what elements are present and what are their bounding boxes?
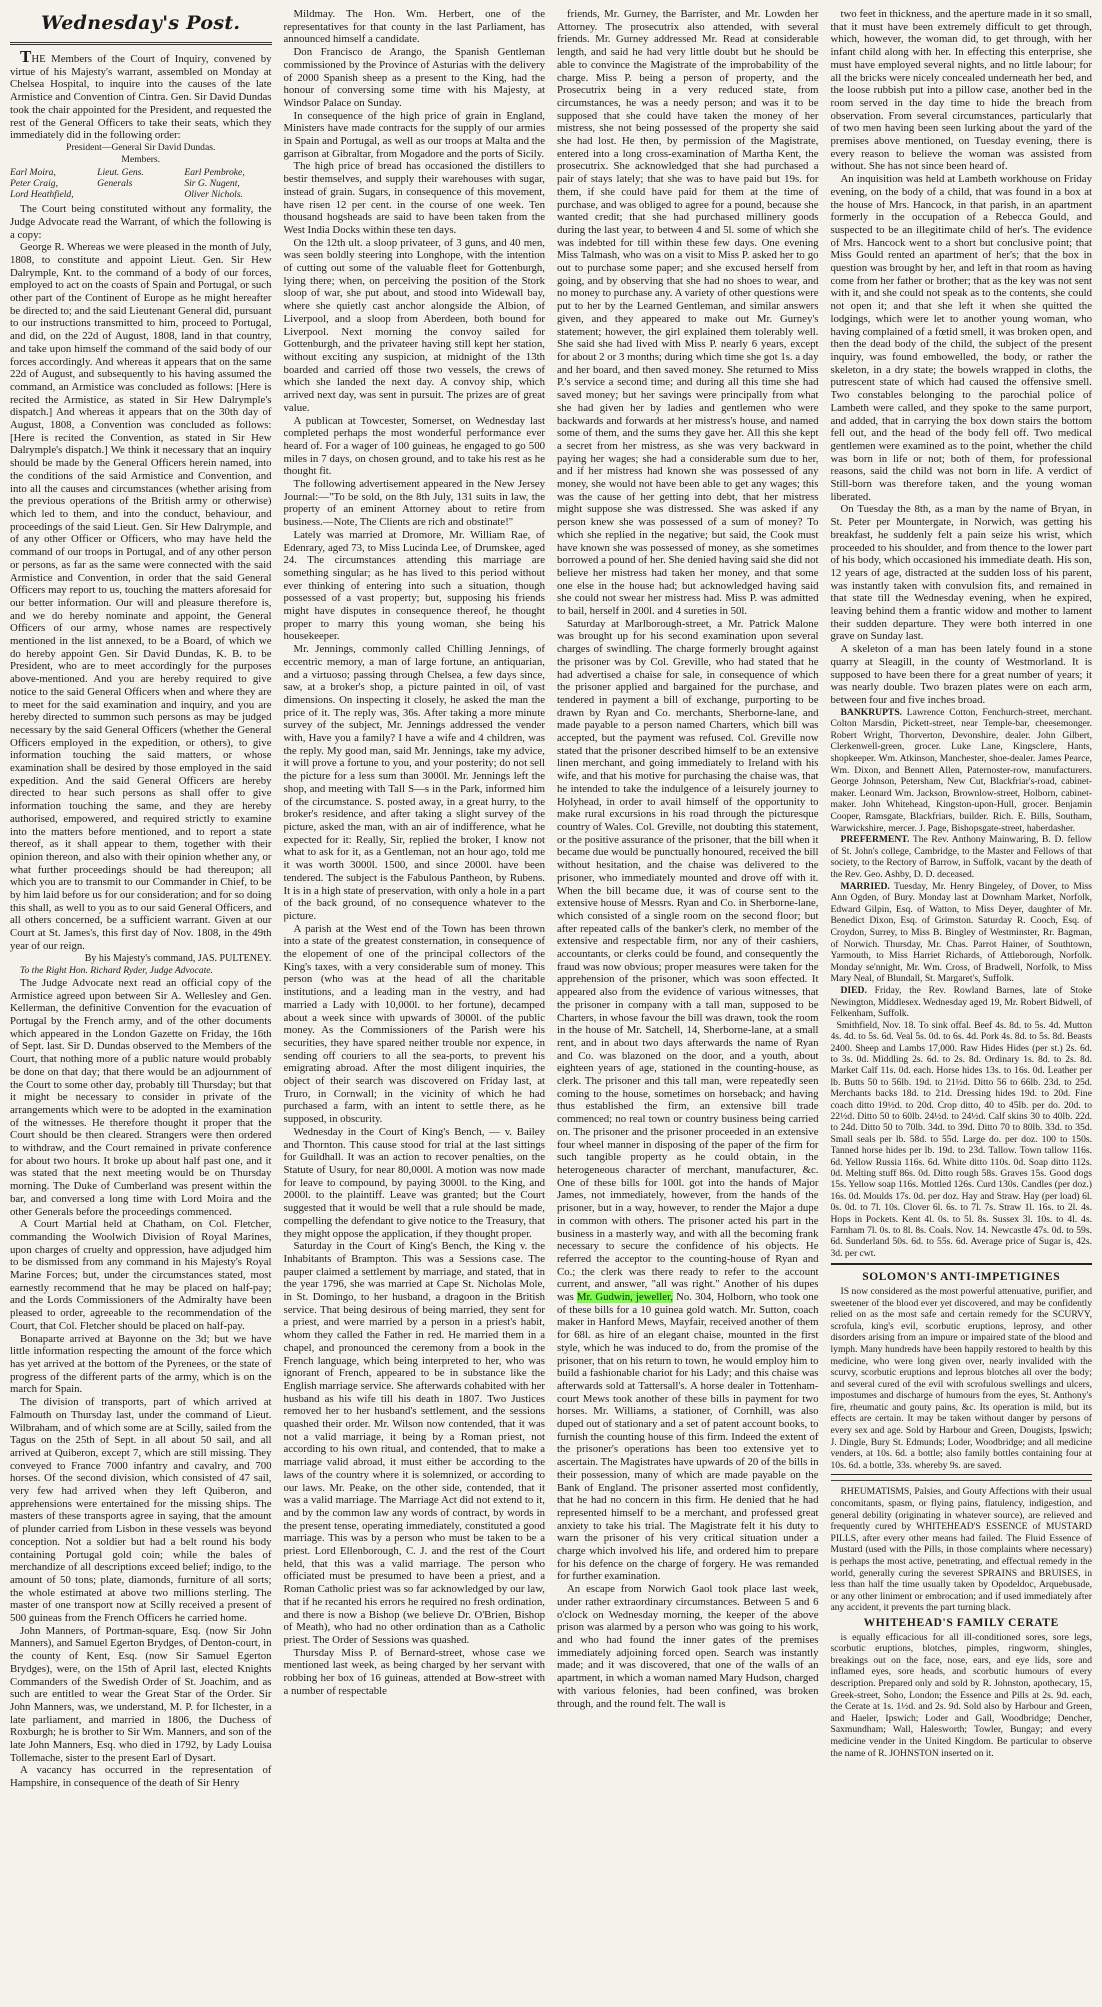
married-text: Tuesday, Mr. Henry Bingeley, of Dover, to Miss Ann Ogden, of Bury. Monday last at Downham Market, Norfolk, Edward Gilpin, Esq. of Watton, to Miss Deyer, daughter of Mr. Benedict Dixon, Esq. of Grimston. Saturday R. Cooch, Esq. of Croydon, Surrey, to Miss B. Bingley of Westminster, Rr. Bagman, of Norwich. Thursday, Mr. Chas. Parrot Hainer, of Southtown, Yarmouth, to Miss Harriet Richards, of Attleborough, Norfolk. Monday se'nnight, Mr. Wm. Cross, of Bradwell, Norfolk, to Miss Mary Neal, of Blundall, St. Margaret's, Suffolk. xyxy=(830,880,1092,985)
preferment-heading: PREFERMENT. xyxy=(840,834,910,846)
masthead-rule xyxy=(10,42,272,45)
advert-rheumatisms: RHEUMATISMS, Palsies, and Gouty Affections with their usual concomitants, spasm, or flying pains, flatulency, indigestion, and general debility (originating in whatever source), are relieved and frequently cured by WHITEHEAD'S ESSENCE of MUSTARD PILLS, after every other means had failed. The Fluid Essence of Mustard (used with the Pills, in those complaints where necessary) is perhaps the most active, penetrating, and effectual remedy in the world, generally curing the severest SPRAINS and BRUISES, in less than half the time usually taken by Opodeldoc, Arquebusade, or any other liniment or embrocation; and if used immediately after any accident, it prevents the part turning black. xyxy=(830,1486,1092,1614)
died-heading: DIED. xyxy=(840,984,867,996)
article-kings-bench: Wednesday in the Court of King's Bench, — v. Bailey and Thornton. This cause stood for trial at the last sittings for Guildhall. It was an action to recover penalties, on the Statute of Usury, for near 80,000l. A motion was now made for leave to compound, by paying 3000l. to the King, and 2000l. to the plaintiff. Leave was granted; but the Court suggested that it would be well that a rule should be made, compelling the defendant to give notice to the Treasury, that they might oppose the application, if they thought proper. xyxy=(283,1125,545,1240)
article-paragraph: The Judge Advocate next read an official copy of the Armistice agreed upon between Sir A. Wellesley and Gen. Kellerman, the definitive Convention for the evacuation of Portugal by the French army, and of the other documents which appeared in the London Gazette on Friday, the 16th of Sept. last. Sir D. Dundas observed to the Members of the Court, that nothing more of a public nature would probably be done on that day; that there would be an adjournment of the Court to some other day, probably till Thursday; but that it might be necessary to consider in private of the arrangements which were to be adopted in the examination of the witnesses. He therefore thought it proper that the Court should be then cleared. Strangers were then ordered to withdraw, and the Court remained in private conference for about two hours. It broke up about half past one, and it was stated that the next meeting would be on Thursday morning. The Duke of Cumberland was present within the bar, and conversed a long time with Lord Moira and the other Generals before the proceedings commenced. xyxy=(10,976,272,1218)
preferment-section xyxy=(831,834,1093,880)
masthead: Wednesday's Post. xyxy=(41,12,241,34)
article-paragraph: Mildmay. The Hon. Wm. Herbert, one of the representatives for that county in the last Parliament, has announced himself a candidate. xyxy=(283,8,545,46)
bankrupts-section xyxy=(831,707,1093,835)
column-1 xyxy=(10,8,272,2003)
advert-solomon xyxy=(831,1263,1093,1475)
malone-text-continued: No. 304, Holborn, who took one of these bills for a 10 guinea gold watch. Mr. Sutton, coach maker in Hanford Mews, Mayfair, received another of them for 68l. as hire of an elegant chaise, mounted in the first style, which he was induced to do, from the promise of the prisoner, that on his return to town, he would employ him to build a fashionable chariot for his Lady; and this chaise was afterwards sold at Tattersall's. A horse dealer in Tottenham-court Mews took another of these bills in payment for two horses. Mr. Williams, a stationer, of Cornhill, was also duped out of stationary and a set of patent account books, to furnish the counting house of this firm. Indeed the extent of the prisoner's operations has been too extensive yet to ascertain. The Magistrates have upwards of 20 of the bills in their possession, many of which are made payable on the Bank of England. The prisoner asserted most confidently, that he had no concern in this firm. He denied that he had represented himself to be a merchant, and professed great anxiety to take his trial. The Magistrate felt it his duty to warn the prisoner of his very critical situation under a charge which involved his life, and ordered him to prepare for his defence on the charge of forgery. He was remanded for further examination. xyxy=(557,1291,819,1583)
married-heading: MARRIED. xyxy=(840,880,890,892)
highlighted-text[interactable]: Mr. Gudwin, jeweller, xyxy=(576,1291,673,1304)
article-court-of-inquiry: THE Members of the Court of Inquiry, convened by virtue of his Majesty's warrant, assembled on Monday at Chelsea Hospital, to inquire into the causes of the late Armistice and Convention of Cintra. Gen. Sir David Dundas took the chair appointed for the President, and requested the rest of the General Officers to take their seats, which they immediately did in the following order: xyxy=(10,47,272,142)
article-paragraph: The high price of bread has occasioned the distillers to bestir themselves, and supply their warehouses with sugar, instead of grain. Sugars, in consequence of this movement, have risen 12 per cent. in the course of one week. Ten thousand hogsheads are said to have been taken from the West India Docks within these ten days. xyxy=(283,160,545,236)
article-jennings: Mr. Jennings, commonly called Chilling Jennings, of eccentric memory, a man of large fortune, an antiquarian, and a virtuoso; passing through Chelsea, a few days since, saw, at a broker's shop, a picture painted in oil, of vast dimensions. On inspecting it closely, he asked the man the price of it. The reply was, 36s. After taking a more minute survey of the subject, Mr. Jennings addressed the vender with, Have you a family? I have a wife and 4 children, was the reply. My good man, said Mr. Jennings, take my advice, it will prove a fortune to you, and your posterity; do not sell the picture for a less sum than 3000l. Mr. Jennings left the shop, and meeting with Tall S—s in the Park, informed him of the circumstance. S. posted away, in a great hurry, to the broker's residence, and after taking a slight survey of the picture, asked the man, with an air of indifference, what he expected for it: Really, Sir, replied the broker, I know not what to ask for it, as a Gentleman, not an hour ago, told me it was worth 3000l. 1500, and since 2000l. have been tendered. The subject is the Fabulous Pantheon, by Rubens. It is in a high state of preservation, with only a hole in a part of the back ground, of no consequence whatever to the picture. xyxy=(283,643,545,922)
article-lambeth-inquest: An inquisition was held at Lambeth workhouse on Friday evening, on the body of a child, that was found in a box at the house of Mrs. Hancock, in that parish, in an apartment formerly in the occupation of a Rebecca Gould, and suspected to be an illegitimate child of her's. The evidence of Mrs. Hancock went to a short but conclusive point; that Miss Gould rented an apartment of her's; that the box in question was brought by her, and left in that room as having come from her father or brother; that as the key was not sent with it, and she could not speak as to the contents, she could not open it; and that she left it when she quitted the lodgings, which were let to another young woman, who having complained of a fœtid smell, it was broken open, and then the dead body of the child, the subject of the present inquiry, was found embowelled, the body, or rather the skeleton, in a dry state; the bowels wrapped in cloths, the putrescent state of which had caused the offensive smell. Two constables belonging to the parochial police of Lambeth were called, and they spoke to the same purport, and added, that in carrying the box down stairs the bottom fell out, and the head of the body fell off. Two medical gentlemen were examined as to the point, whether the child was born in life or not; both of them, for professional reasons, said the child was not born in life. A verdict of Still-born was therefore taken, and the young woman liberated. xyxy=(830,173,1092,503)
member-name: Peter Craig, xyxy=(10,178,58,190)
president-line: President—General Sir David Dundas. xyxy=(66,141,216,153)
member-name: Lord Heathfield, xyxy=(10,189,74,201)
advert-divider xyxy=(831,1480,1093,1481)
article-paragraph: The Court being constituted without any formality, the Judge Advocate read the Warrant, of which the following is a copy: xyxy=(10,203,272,241)
article-privateer: On the 12th ult. a sloop privateer, of 3 guns, and 40 men, was seen boldly steering into Longhope, with the intention of cutting out some of the valuable fleet for Gottenburgh, lying there; when, on perceiving the position of the Stork sloop of war, she put about, and stood into Widewall bay, where she quietly cast anchor alongside the Albion, of Liverpool, and a sloop from Aberdeen, both bound for Liverpool. Next morning the convoy sailed for Gottenburgh, and the privateer having still kept her station, without exciting any suspicion, at midnight of the 13th boarded and carried off those two vessels, the crews of which she landed the next day. A convoy ship, which arrived next day, was sent in pursuit. The prizes are of great value. xyxy=(283,236,545,414)
column-4 xyxy=(831,8,1093,2003)
died-section xyxy=(831,985,1093,1020)
article-paragraph: Don Francisco de Arango, the Spanish Gentleman commissioned by the Province of Asturias with the delivery of 2000 Spanish sheep as a present to the King, had the honour of conversing some time with his Majesty, at Windsor Palace on Sunday. xyxy=(283,46,545,109)
article-advertisement: The following advertisement appeared in the New Jersey Journal:—"To be sold, on the 8th July, 131 suits in law, the property of an eminent Attorney about to retire from business.—Note, The Clients are rich and obstinate!" xyxy=(283,478,545,529)
member-name: Earl Moira, xyxy=(10,167,56,179)
members-list xyxy=(10,167,272,200)
columns xyxy=(10,8,1092,2003)
members-label: Members. xyxy=(121,153,161,165)
article-norwich-escape: An escape from Norwich Gaol took place last week, under rather extraordinary circumstances. Between 5 and 6 o'clock on Wednesday morning, the keeper of the above prison was alarmed by a person who was going to his work, and who had found the inner gates of the premises immediately adjoining forced open. Search was instantly made; and it was discovered, that one of the walls of an apartment, in which a woman named Mary Hudson, charged with various felonies, had been confined, was broken through, and the round felt. The wall is xyxy=(557,1583,819,1710)
member-group: Lieut. Gens. xyxy=(97,167,144,179)
article-bonaparte: Bonaparte arrived at Bayonne on the 3d; but we have little information respecting the amount of the force which has yet arrived at the bottom of the Pyrenees, or the state of progress of the different parts of the army, which is on the march for Spain. xyxy=(10,1332,272,1396)
article-escape-continued: two feet in thickness, and the aperture made in it so small, that it must have been extremely difficult to get through, which, however, the woman did, to get through, with her infant child along with her. In effecting this enterprise, she must have employed several nights, and no little labour; for all the bricks were nicely concealed underneath her bed, and the loose rubbish put into a pillow case, another bed in the room served in the day time to hide the breach from observation. From several circumstances, particularly that of two men having been seen lurking about the yard of the premises above mentioned, on Tuesday evening, there is every reason to believe the woman was assisted from without. She has not since been heard of. xyxy=(830,8,1092,173)
article-knights: John Manners, of Portman-square, Esq. (now Sir John Manners), and Samuel Egerton Brydges, of Denton-court, in the county of Kent, Esq. (now Sir Samuel Egerton Brydges), were, on the 15th of April last, elected Knights Commanders of the Swedish Order of St. Joachim, and as such are entitled to wear the Great Star of the Order. Sir John Manners, was, we understand, M. P. for Ilchester, in a late parliament, and married in 1806, the Duchess of Roxburgh; he is brother to Sir Wm. Manners, and son of the late John Manners, Esq. who died in 1792, by Lady Louisa Tollemache, sister to the present Earl of Dysart. xyxy=(10,1624,272,1764)
market-prices-text: Smithfield, Nov. 18. To sink offal. Beef 4s. 8d. to 5s. 4d. Mutton 4s. 4d. to 5s. 6d. Veal 5s. 0d. to 6s. 4d. Pork 4s. 8d. to 5s. 8d. Beasts 2400. Sheep and Lambs 17,000. Raw Hides Hides (per st.) 2s. 6d. to 3s. 0d. Middling 2s. 6d. to 2s. 8d. Ordinary 1s. 8d. to 2s. 8d. Market Calf 11s. 0d. each. Horse hides 13s. to 16s. 0d. Leather per lb. Butts 50 to 56lb. 19d. to 21½d. Ditto 56 to 66lb. 23d. to 25d. Merchants backs 18d. to 21d. Dressing hides 19d. to 20d. Fine coach ditto 19½d. to 20d. Crop ditto, 40 to 45lb. per do. 20d. to 22½d. Ditto 50 to 60lb. 24½d. to 24½d. Calf skins 30 to 40lb. 22d. to 24d. Ditto 50 to 70lb. 34d. to 39d. Ditto 70 to 80lb. 33d. to 35d. Small seals per lb. 58d. to 55d. Large do. per doz. 100 to 150s. Tanned horse hides per lb. 19d. to 23d. Tallow. Town tallow 116s. 6d. Yellow Russia 116s. 6d. White ditto 110s. 0d. Soap ditto 112s. 0d. Melting stuff 86s. 0d. Ditto rough 58s. Graves 15s. Good dogs 15s. Yellow soap 116s. Mottled 126s. Curd 130s. Candles (per doz.) 16s. 0d. Moulds 17s. 0d. per doz. Hay and Straw. Hay (per load) 6l. 0s. 0d. to 7l. 10s. Clover 6l. 6s. to 7l. 7s. Straw 1l. 16s. to 2l. 4s. Hops in Pockets. Kent 4l. 0s. to 5l. 8s. Sussex 3l. 10s. to 4l. 4s. Farnham 7l. 0s. to 8l. 8s. Coals. Nov. 14. Newcastle 47s. 0d. to 59s. 6d. Sunderland 50s. 6d. to 55s. 6d. Average price of Sugar is, 42s. 3d. per cwt. xyxy=(830,1019,1092,1259)
member-name: Sir G. Nugent, xyxy=(184,178,240,190)
generals-label: Generals xyxy=(97,178,133,190)
bankrupts-list: Lawrence Cotton, Fenchurch-street, merchant. Colton Marsdin, Pickett-street, near Temple-bar, cheesemonger. Robert Wright, Thorverton, Devonshire, dealer. John Gilbert, Clerkenwell-green, grocer. Luke Lane, Kingsclere, Hants, shopkeeper. Wm. Atkinson, Manchester, shoe-dealer. James Pearce, Wm. Dixon, and Bennett Allen, Paternoster-row, manufacturers. George Johnson, Petersham, New Cut, Blackfriar's-road, cabinet-maker. Leonard Wm. Jackson, Brownlow-street, Holborn, cabinet-maker. John Whitehead, Kingston-upon-Hull, grocer. Benjamin Cooper, Ramsgate, Blackfriars, builder. Rich. E. Bills, Southam, Warwickshire, mercer. J. Page, Bishopsgate-street, haberdasher. xyxy=(830,706,1092,834)
married-section xyxy=(831,881,1093,985)
advert-text: IS now considered as the most powerful attenuative, purifier, and sweetener of the blood ever yet discovered, and may be confidently relied on as the most safe and certain remedy for the SCURVY, scrofula, king's evil, scorbutic eruptions, leprosy, and other disorders arising from an impure or impaired state of the blood and lymph. Many hundreds have been happily restored to health by this medicine, who were long given over, nearly invalided with the scurvy, scorbutic eruptions and leprous blotches all over the body; and several cured of the evil with scrofulous swellings and ulcers, impostumes and discharge of humours from the eyes, St. Anthony's fire, rheumatic and gouty pains, &c. Its operation is mild, but its effects are certain. It may be taken without danger by persons of every sex and age. Sold by Harbour and Green, Dougists, Ipswich; J. Dingle, Bury St. Edmunds; Loder, Woodbridge; and all medicine venders, at 10s. 6d. a bottle; also family bottles containing four at 10s. 6d. a bottle, 33s. whereby 9s. are saved. xyxy=(830,1285,1092,1471)
advert-cerate: is equally efficacious for all ill-conditioned sores, sore legs, scorbutic eruptions, blotches, pimples, ringworm, shingles, breakings out on the face, nose, ears, and eye lids, sore and inflamed eyes, sore heads, and scorbutic humours of every description. Prepared only and sold by R. Johnston, apothecary, 15, Greek-street, Soho, London; the Essence and Pills at 2s. 9d. each, the Cerate at 1s. 1½d. and 2s. 9d. Sold also by Harbour and Green, and Haeler, Ipswich; Loder and Gall, Woodbridge; Dencher, Saxmundham; Wall, Halesworth; Towler, Bungay; and every medicine vender in the United Kingdom. Be particular to observe the name of R. JOHNSTON inserted on it. xyxy=(830,1631,1092,1759)
article-gurney: friends, Mr. Gurney, the Barrister, and Mr. Lowden her Attorney. The prosecutrix also attended, with several friends. Mr. Gurney addressed Mr. Read at considerable length, and said he had very little doubt but he should be able to convince the Magistrate of the improbability of the charge. Miss P. being a person of property, and the Prosecutrix being in a very reduced state, from circumstances, he was a needy person; and was it to be supposed that she could have taken the money of her mistress, she not being possessed of the property she said she had lost. He then, by permission of the Magistrate, entered into a long cross-examination of Martha Kent, the prosecutrix. She acknowledged that she had purchased a pair of stays lately; that she was to have paid but 19s. for them, if she could have paid for them at the time of purchase, and was obliged to agree for a pound, because she wanted credit; that she had purchased millinery goods during the last year, to between 4 and 5l. some of which she was indebted for till within these few days. One evening Miss Talmash, who was on a visit to Miss P. asked her to go out to purchase some paper; and she excused herself from going, and by observing that she had no shoes to wear, and no money to purchase any. A variety of other questions were put to her by the Learned Gentleman, and similar answers given, and they appeared to make out Mr. Gurney's statement; however, the girl explained them tolerably well. She said she had lived with Miss P. nearly 6 years, except for about 2 or 3 months; during which time she got 1s. a day and her board, and then saved money. She returned to Miss P.'s service a second time; and during all this time she had saved money; but her savings were principally from what she had given her by ladies and gentlemen who were backwards and forwards at her mistress's house, and named some of them, and the sums they gave her. All this she kept a secret from her mistress, as she was very backward in paying her wages; she had a considerable sum due to her, and if her mistress had known she was possessed of any money, she would not have been able to get any wages; this was the cause of her getting into debt, that her mistress might suppose she was distressed. She was asked if any person knew she was possessed of a sum of money? To which she replied in the negative; but said, the Cook must have known she was possessed of money, as she sometimes borrowed a pound of her. She denied having said she did not believe her mistress had taken her money, and that some one else in the house had; but acknowledged having said she could not swear her mistress had. Miss P. was admitted to bail, herself in 200l. and 4 sureties in 50l. xyxy=(557,8,819,618)
article-hampshire: A vacancy has occurred in the representation of Hampshire, in consequence of the death of Sir Henry xyxy=(10,1764,272,1790)
article-paragraph: In consequence of the high price of grain in England, Ministers have made contracts for the supply of our armies in Spain and Portugal, as well as our troops at Malta and the garrison at Gibraltar, from Mogadore and the ports of Sicily. xyxy=(283,109,545,160)
article-warrant: George R. Whereas we were pleased in the month of July, 1808, to constitute and appoint Lieut. Gen. Sir Hew Dalrymple, Knt. to the command of a body of our forces, employed to act on the coasts of Spain and Portugal, or such other part of the Continent of Europe as he might hereafter be directed to; and the said Lieutenant General did, pursuant to our instructions transmitted to him, proceed to Portugal, and did, on the 22d of August, 1808, land in that country, and take upon himself the command of the said body of our forces accordingly. And whereas it appears that on the same 22d of August, and subsequently to his having assumed the command, an Armistice was concluded as follows: [Here is recited the Armistice, as stated in Sir Hew Dalrymple's dispatch.] And whereas it appears that on the 30th day of August, 1808, a Convention was concluded as follows: [Here is recited the Convention, as stated in Sir Hew Dalrymple's dispatch.] We think it necessary that an inquiry should be made by the General Officers herein named, into the conditions of the said Armistice and Convention, and into all the causes and circumstances (whether arising from the previous operations of the British army or otherwise) which led to them, and into the conduct, behaviour, and proceedings of the said Lieut. Gen. Sir Hew Dalrymple, and of any other Officer or Officers, who may have held the command of our troops in Portugal, and of any other person or persons, as far as the same were connected with the said Armistice and Convention, in order that the said General Officers may report to us, touching the matters aforesaid for our better information. Our will and pleasure therefore is, and we do hereby nominate and appoint, the General Officers of our army, whose names are respectively mentioned in the list annexed, to be a Board, of which we do hereby appoint Gen. Sir David Dundas, K. B. to be President, who are to meet accordingly for the purposes above-mentioned. And you are hereby required to give notice to the said General Officers when and where they are to meet for the said examination and inquiry, and you are hereby directed to summon such persons as may be judged necessary by the said General Officers (whether the General Officers employed in the expedition, or others), to give information touching the said matters, or whose examination shall be desired by those employed in the said expedition. And the said General Officers are hereby directed to hear such persons as shall offer to give information touching the same, and they are hereby authorised, empowered, and required strictly to examine into the matters before mentioned, and to report a state thereof, as it shall appear to them, together with their opinion thereon, and also with their opinion whether any, or what further proceedings should be had thereupon; all which you are to transmit to our Commander in Chief, to be by him laid before us for our consideration; and for so doing this shall, as well to you as to our said General Officers, and all others concerned, be a sufficient warrant. Given at our Court at St. James's, this first day of Nov. 1808, in the 49th year of our reign. xyxy=(10,241,272,952)
article-brampton: Saturday in the Court of King's Bench, the King v. the Inhabitants of Brampton. This was a Sessions case. The pauper claimed a settlement by marriage, and stated, that in the year 1796, she was married at Cape St. Nicholas Mole, in St. Domingo, to her husband, a dragoon in the British service. That being desirous of being married, they sent for a priest, and were married by a person in a priest's habit, whom they called the Father in red. He married them in a chapel, and pronounced the ceremony from a book in the French language, which being interpreted to her, who was ignorant of French, appeared to be in substance like the English marriage service. She afterwards cohabited with her husband as his wife till his death in 1807. Two Justices removed her to her husband's settlement, and the sessions quashed their order. Mr. Wilson now contended, that it was not a valid marriage, it being by a Roman priest, not according to his own ritual, and contended, that to make a marriage valid abroad, it must either be according to the laws of the country where it is solemnized, or according to our laws. Mr. Peake, on the other side, contended, that it was a valid marriage. The Marriage Act did not extend to it, and by the common law any words of contract, by words in the present tense, operating immediately, constituted a good marriage. This was by a person who must be taken to be a priest. Lord Ellenborough, C. J. and the rest of the Court held, that this was a valid marriage. The person who officiated must be presumed to have been a priest, and a Roman Catholic priest was so far acknowledged by our law, that if he recanted his errors he required no fresh ordination, and there is now a Bishop (we believe Dr. O'Brien, Bishop of Meath), who had no other ordination than as a Catholic priest. The Order of Sessions was quashed. xyxy=(283,1240,545,1646)
column-3 xyxy=(557,8,819,2003)
article-bernard-street: Thursday Miss P. of Bernard-street, whose case we mentioned last week, as being charged by her servant with robbing her box of 16 guineas, attended at Bow-street with a number of respectable xyxy=(283,1646,545,1697)
preferment-text: The Rev. Anthony Mainwaring, B. D. fellow of St. John's college, Cambridge, to the Master and Fellows of that society, to the Rectory of Barrow, in Suffolk, vacant by the death of the Rev. Geo. Ashby, D. D. deceased. xyxy=(830,834,1092,880)
article-marriage: Lately was married at Dromore, Mr. William Rae, of Edenrary, aged 73, to Miss Lucinda Lee, of Drumskee, aged 24. The circumstances attending this marriage are something singular; as he has lived to this period without ever thinking of entering into such a situation, though possessed of a vast property; but, supposing his friends might have disputes in consequence thereof, he thought proper to marry this young woman, she being his housekeeper. xyxy=(283,528,545,643)
article-court-martial: A Court Martial held at Chatham, on Col. Fletcher, commanding the Woolwich Division of Royal Marines, upon charges of cruelty and oppression, have adjudged him to be dismissed from any command in his Majesty's Royal Marine Forces; but, under the circumstances stated, most earnestly recommend that he may be placed on half-pay; and the Lords Commissioners of the Admiralty have been pleased to order, agreeable to the recommendation of the Court, that Col. Fletcher should be placed on half-pay. xyxy=(10,1218,272,1332)
article-transports: The division of transports, part of which arrived at Falmouth on Thursday last, under the command of Lieut. Wilbraham, and of which some are at Scilly, sailed from the Tagus on the 25th of Sept. in all about 50 sail, and all arrived at Quiberon, except 7, which are still missing. They conveyed to France 7000 infantry and cavalry, and 700 horses. Of the second division, which consisted of 47 sail, very few had arrived when they left Quiberon, and apprehensions were entertained for the missing ships. The masters of these transports agree in saying, that the amount of plunder carried from Lisbon in these vessels was beyond conception. Not a soldier but had a belt round his body containing Portugal gold coin; while the bales of merchandize of all descriptions exceed belief; indigo, to the amount of 50 tons; plate, diamonds, furniture of all sorts; the whole estimated at above two millions sterling. The master of one transport now at Scilly received a present of 500 guineas from the French Officers he carried home. xyxy=(10,1396,272,1625)
member-name: Earl Pembroke, xyxy=(184,167,245,179)
article-paragraph: A publican at Towcester, Somerset, on Wednesday last completed perhaps the most wonderful performance ever heard of. For a wager of 100 guineas, he engaged to go 500 miles in 7 days, on chosen ground, and to take his rest as he thought fit. xyxy=(283,414,545,478)
member-name: Oliver Nichols. xyxy=(184,189,243,201)
bankrupts-heading: BANKRUPTS. xyxy=(840,706,903,718)
article-skeleton: A skeleton of a man has been lately found in a stone quarry at Sleagill, in the county of Westmorland. It is supposed to have been there for a great number of years; it was nearly double. Two brazen plates were on each arm, between four and five inches broad. xyxy=(830,643,1092,706)
article-bryan: On Tuesday the 8th, as a man by the name of Bryan, in St. Peter per Mountergate, in Norwich, was getting his breakfast, he suddenly felt a pain seize his wrist, which proceeded to his shoulder, and from thence to the lower part of his body, which occasioned his immediate death. His son, 12 years of age, distracted at the sudden loss of his parent, was instantly taken with convulsion fits, and remained in that state till the Wednesday evening, when he expired, leaving behind them a frantic widow and mother to lament their sudden departure. They were both interred in one grave on Sunday last. xyxy=(830,503,1092,643)
signature-addressee: To the Right Hon. Richard Ryder, Judge Advocate. xyxy=(20,965,213,977)
advert-title: WHITEHEAD'S FAMILY CERATE xyxy=(863,1616,1059,1629)
signature: By his Majesty's command, JAS. PULTENEY. xyxy=(84,952,272,964)
malone-text: Saturday at Marlborough-street, a Mr. Patrick Malone was brought up for his second examination upon several charges of swindling. The charge formerly brought against the prisoner was by Col. Greville, who had stated that he had advertised a chaise for sale, in consequence of which the prisoner applied and bargained for the purchase, and tendered in payment a bill of exchange, purporting to be drawn by Ryan and Co. merchants, Sherborne-lane, and made payable to a person named Charters, which bill was accepted, but the payment was refused. Col. Greville now stated that the prisoner described himself to be an extensive linen merchant, and going immediately to Ireland with his wife, and that his motive for purchasing the chaise was, that he intended to take the indulgence of a leisurely journey to Holyhead, in order to avail himself of the opportunity to make rural excursions in his road through the picturesque country of Wales. Col. Greville, not doubting this statement, or the positive assurance of the prisoner, that the bill when it became due would be punctually honoured, received the bill without hesitation, and the chaise was delivered to the prisoner, who immediately mounted and drove off with it. When the bill became due, it was of course sent to the extensive house of Messrs. Ryan and Co. in Sherborne-lane, which consisted of a single room on the second floor; but after repeated calls of the banker's clerk, no member of the extensive and respectable firm, nor any of their cashiers, accountants, or clerks could be found, and consequently the fraud was now obvious; proper measures were taken for the apprehension of the prisoner, which was soon effected. It appeared also from the evidence of various witnesses, that the prisoner in company with a tall man, supposed to be Charters, in whose favour the bill was drawn, took the room in the house of Mr. Satchell, 14, Sherborne-lane, at a small rent, and in about two days afterwards the name of Ryan and Co. was blazoned on the door, and a youth, about eighteen years of age, stationed in the counting-house, as clerk. The prisoner and this tall man, were repeatedly seen coming to the house, sometimes on horseback; and having thus established the firm, an extensive bill trade commenced; no real town or country business being carried on. The prisoner and the prisoner proceeded in an extensive four wheel manner in disposing of the paper of the firm for such tangible property as he could obtain, in the heterogeneous character of merchant, manufacturer, &c. One of these bills for 100l. got into the hands of Major James, not immediately, however, from the hands of the prisoner, but in a way, however, to render the Major a dupe in common with others. The prisoner acted his part in the business in a masterly way, and with all the becoming frank necessary to secure the confidence of his objects. He referred the acceptor to the counting-house of Ryan and Co.; the clerk was there ready to refer to the account current, and answer, "all was right." Another of his dupes was xyxy=(557,617,819,1304)
column-2 xyxy=(284,8,546,2003)
died-text: Friday, the Rev. Rowland Barnes, late of Stoke Newington, Middlesex. Wednesday aged 19, Mr. Robert Bidwell, of Felkenham, Suffolk. xyxy=(830,984,1092,1020)
market-prices xyxy=(831,1020,1093,1260)
advert-title: SOLOMON'S ANTI-IMPETIGINES xyxy=(862,1271,1061,1284)
article-tax-collector: A parish at the West end of the Town has been thrown into a state of the greatest consternation, in consequence of the elopement of one of the principal collectors of the King's taxes, with a very considerable sum of money. This person (who was at the head of all the charitable institutions, and a leading man in the vestry, and had married a Lady with 10,000l. to her fortune), decamped about a week since with upwards of 3000l. of the public money. As the Commissioners of the Parish were his securities, they have spared neither trouble nor expence, in sending off couriers to all the sea-ports, to prevent his emigrating abroad. After the most diligent inquiries, the object of their search was discovered on Friday last, at Truro, in Cornwall; in the vicinity of which he had purchased a farm, with an intent to settle there, as he supposed, in obscurity. xyxy=(283,922,545,1126)
article-malone xyxy=(557,618,819,1583)
